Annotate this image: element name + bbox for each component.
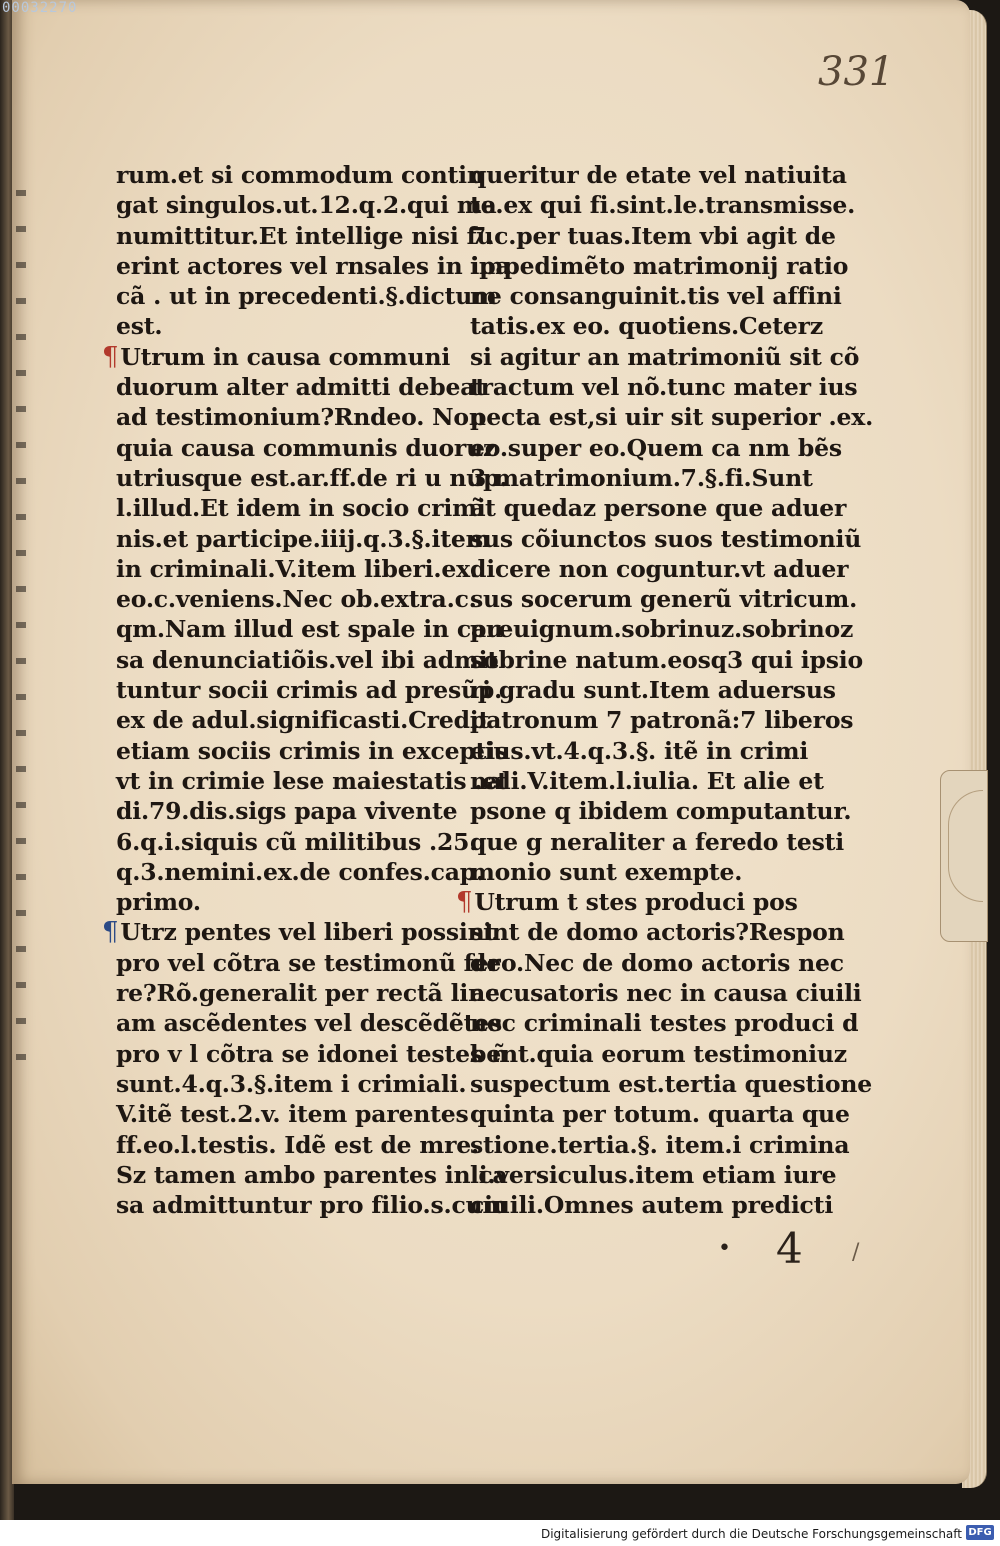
text-line-content: pecta est,si uir sit superior .ex. [470, 403, 874, 432]
text-line-content: Sz tamen ambo parentes in ca [116, 1160, 508, 1189]
text-line-content: quia causa communis duoruz [116, 433, 497, 462]
text-line [116, 281, 497, 311]
text-line [116, 675, 503, 705]
signature-mark: 4 [776, 1224, 803, 1273]
text-line-content: tatis.ex eo. quotiens.Ceterz [470, 312, 824, 341]
text-line-content: utriusque est.ar.ff.de ri u nup. [116, 463, 508, 492]
text-line-content: V.itẽ test.2.v. item parentes [116, 1100, 469, 1129]
text-line [102, 917, 496, 948]
text-line-content: Utrum t stes produci pos [474, 888, 798, 917]
text-line-content: tuntur socii crimis ad presũp. [116, 676, 503, 705]
text-line-content: tractum vel nõ.tunc mater ius [470, 373, 858, 402]
text-line [470, 251, 849, 281]
text-line [470, 1160, 837, 1190]
text-line [470, 554, 849, 584]
text-line-content: rum.et si commodum contin [116, 161, 484, 189]
text-line [102, 341, 456, 372]
text-line-content: numittitur.Et intellige nisi fu [116, 221, 494, 250]
text-line-content: psone q ibidem computantur. [470, 797, 852, 826]
text-line-content: quinta per totum. quarta que [470, 1100, 850, 1129]
text-line-content: sa denunciatiõis.vel ibi admit [116, 645, 499, 674]
text-line [116, 1190, 508, 1220]
text-line [116, 948, 501, 978]
text-line [470, 736, 809, 766]
text-line-content: sint de domo actoris?Respon [470, 918, 845, 947]
text-line-content: sa admittuntur pro filio.s.cum [116, 1191, 508, 1220]
text-line [470, 433, 842, 463]
text-line [470, 311, 824, 341]
text-line-content: l.illud.Et idem in socio crimi [116, 494, 486, 523]
text-line-content: eius.vt.4.q.3.§. itẽ in crimi [470, 736, 809, 765]
text-line-content: bent.quia eorum testimoniuz [470, 1039, 847, 1068]
text-line [116, 433, 497, 463]
text-line-content: erint actores vel rnsales in ipa [116, 251, 511, 280]
text-line-content: ri gradu sunt.Item aduersus [470, 676, 836, 705]
text-line [470, 402, 874, 432]
right-text-column [456, 160, 874, 1220]
text-line-content: re?Rõ.generalit per rectã line [116, 979, 500, 1008]
text-line [116, 978, 500, 1008]
text-line-content: patronum 7 patronã:7 liberos [470, 706, 854, 735]
text-line-content: sus socerum generũ vitricum. [470, 585, 858, 614]
text-line-content: suspectum est.tertia questione [470, 1069, 873, 1098]
text-line [470, 796, 852, 826]
text-line-content: nis.et participe.iiij.q.3.§.item [116, 524, 491, 553]
text-line [470, 160, 847, 190]
text-line [116, 221, 494, 251]
text-line-content: etiam sociis crimis in exceptis [116, 736, 508, 765]
text-line-content: cã . ut in precedenti.§.dictum [116, 282, 497, 311]
text-line [116, 584, 477, 614]
text-line [116, 493, 486, 523]
text-line [470, 766, 824, 796]
text-line [470, 978, 862, 1008]
text-line [470, 524, 862, 554]
text-line [470, 675, 836, 705]
folio-number: 331 [818, 49, 895, 95]
text-line-content: sus cõiunctos suos testimoniũ [470, 524, 862, 553]
text-line-content: vt in crimie lese maiestatis .et [116, 766, 508, 795]
text-line [116, 736, 508, 766]
text-line-content: q.3.nemini.ex.de confes.cap. [116, 857, 484, 886]
text-line [116, 463, 508, 493]
text-line-content: eo.c.veniens.Nec ob.extra.c. [116, 585, 477, 614]
text-line [470, 705, 854, 735]
text-line [470, 1190, 834, 1220]
text-line [470, 493, 847, 523]
text-line-content: que g neraliter a feredo testi [470, 827, 845, 856]
text-line [470, 221, 836, 251]
text-line-content: gat singulos.ut.12.q.2.qui ma [116, 191, 497, 220]
text-line-content: ff.eo.l.testis. Idẽ est de mre. [116, 1130, 479, 1159]
text-line-content: 6.q.i.siquis cũ militibus .25. [116, 827, 478, 856]
text-line-content: Utrz pentes vel liberi possint [120, 918, 496, 947]
text-line [470, 827, 845, 857]
text-line [470, 342, 860, 372]
text-line [116, 766, 508, 796]
text-line [116, 1160, 508, 1190]
text-line [116, 614, 503, 644]
facing-page-text-edge [16, 160, 26, 1060]
text-line-content: duorum alter admitti debeat [116, 373, 486, 402]
text-line-content: stione.tertia.§. item.i crimina [470, 1130, 850, 1159]
text-line [470, 463, 813, 493]
text-line-content: eo.super eo.Quem ca nm bẽs [470, 433, 842, 462]
text-line [470, 190, 856, 220]
text-line [470, 948, 844, 978]
text-line-content: accusatoris nec in causa ciuili [470, 979, 862, 1008]
text-line-content: ad testimonium?Rndeo. Non [116, 403, 486, 432]
signature-dot: • [718, 1236, 731, 1261]
text-line-content: dicere non coguntur.vt aduer [470, 554, 849, 583]
text-line-content: in criminali.V.item liberi.ex. [116, 554, 478, 583]
text-line-content: est. [116, 312, 163, 341]
text-line [116, 524, 491, 554]
text-line-content: am ascẽdentes vel descẽdẽtes [116, 1009, 503, 1038]
text-line [116, 402, 486, 432]
signature-tick: / [852, 1240, 860, 1265]
text-line-content: ciuili.Omnes autem predicti [470, 1191, 834, 1220]
text-line-content: deo.Nec de domo actoris nec [470, 948, 844, 977]
text-line [116, 705, 490, 735]
text-line-content: queritur de etate vel natiuita [470, 161, 847, 189]
text-line [116, 1039, 508, 1069]
text-line [116, 1099, 469, 1129]
text-line [116, 645, 499, 675]
paragraph-mark-icon: ¶ [102, 917, 119, 948]
text-line [470, 372, 858, 402]
text-line [116, 857, 484, 887]
text-line-content: monio sunt exempte. [470, 857, 743, 886]
text-line [470, 1039, 847, 1069]
dfg-logo: DFG [966, 1525, 994, 1540]
text-line-content: di.79.dis.sigs papa vivente [116, 797, 458, 826]
page-tab-fold [948, 790, 983, 902]
text-line-content: primo. [116, 888, 201, 917]
text-line [470, 1069, 873, 1099]
text-line [470, 645, 864, 675]
text-line-content: Utrum in causa communi [120, 342, 451, 371]
text-line [456, 887, 806, 918]
text-line [470, 614, 854, 644]
text-line [116, 796, 456, 826]
paragraph-mark-icon: ¶ [456, 887, 473, 918]
text-line [470, 281, 842, 311]
text-line [470, 1130, 850, 1160]
text-line-content: te.ex qui fi.sint.le.transmisse. [470, 191, 856, 220]
text-line [470, 917, 845, 947]
text-line-content: ne consanguinit.tis vel affini [470, 282, 842, 311]
text-line [116, 160, 484, 190]
text-line-content: pro vel cõtra se testimonũ fer [116, 948, 501, 977]
text-line [116, 251, 511, 281]
text-line-content: preuignum.sobrinuz.sobrinoz [470, 615, 854, 644]
text-line-content: pro v l cõtra se idonei testes ñ [116, 1039, 508, 1068]
text-line-content: impedimẽto matrimonij ratio [470, 251, 849, 280]
text-line [116, 311, 456, 341]
text-line [470, 584, 858, 614]
text-line [116, 372, 486, 402]
text-line-content: sobrine natum.eosq3 qui ipsio [470, 645, 864, 674]
text-line-content: qm.Nam illud est spale in cau [116, 615, 503, 644]
text-line [470, 857, 806, 887]
footer-credit: Digitalisierung gefördert durch die Deutsche Forschungsgemeinschaft [540, 1527, 962, 1541]
paragraph-mark-icon: ¶ [102, 341, 119, 372]
text-line [116, 1008, 503, 1038]
text-line-content: si agitur an matrimoniũ sit cõ [470, 342, 860, 371]
text-line [116, 554, 478, 584]
shelfmark-fragment: 00032270 [2, 0, 78, 16]
text-line-content: li.versiculus.item etiam iure [470, 1160, 837, 1189]
text-line-content: nec criminali testes produci d [470, 1009, 859, 1038]
text-line-content: 3 matrimonium.7.§.fi.Sunt [470, 463, 813, 492]
text-line [116, 190, 497, 220]
text-line-content: ãt quedaz persone que aduer [470, 494, 847, 523]
text-line-content: 7.c.per tuas.Item vbi agit de [470, 221, 836, 250]
text-line [116, 887, 456, 917]
text-line [470, 1099, 850, 1129]
text-line-content: sunt.4.q.3.§.item i crimiali. [116, 1069, 467, 1098]
text-line [470, 1008, 859, 1038]
text-line [116, 827, 478, 857]
text-line-content: nali.V.item.l.iulia. Et alie et [470, 766, 824, 795]
left-text-column [102, 160, 511, 1220]
text-line [116, 1069, 467, 1099]
text-line-content: ex de adul.significasti.Credit [116, 706, 490, 735]
text-line [116, 1130, 479, 1160]
